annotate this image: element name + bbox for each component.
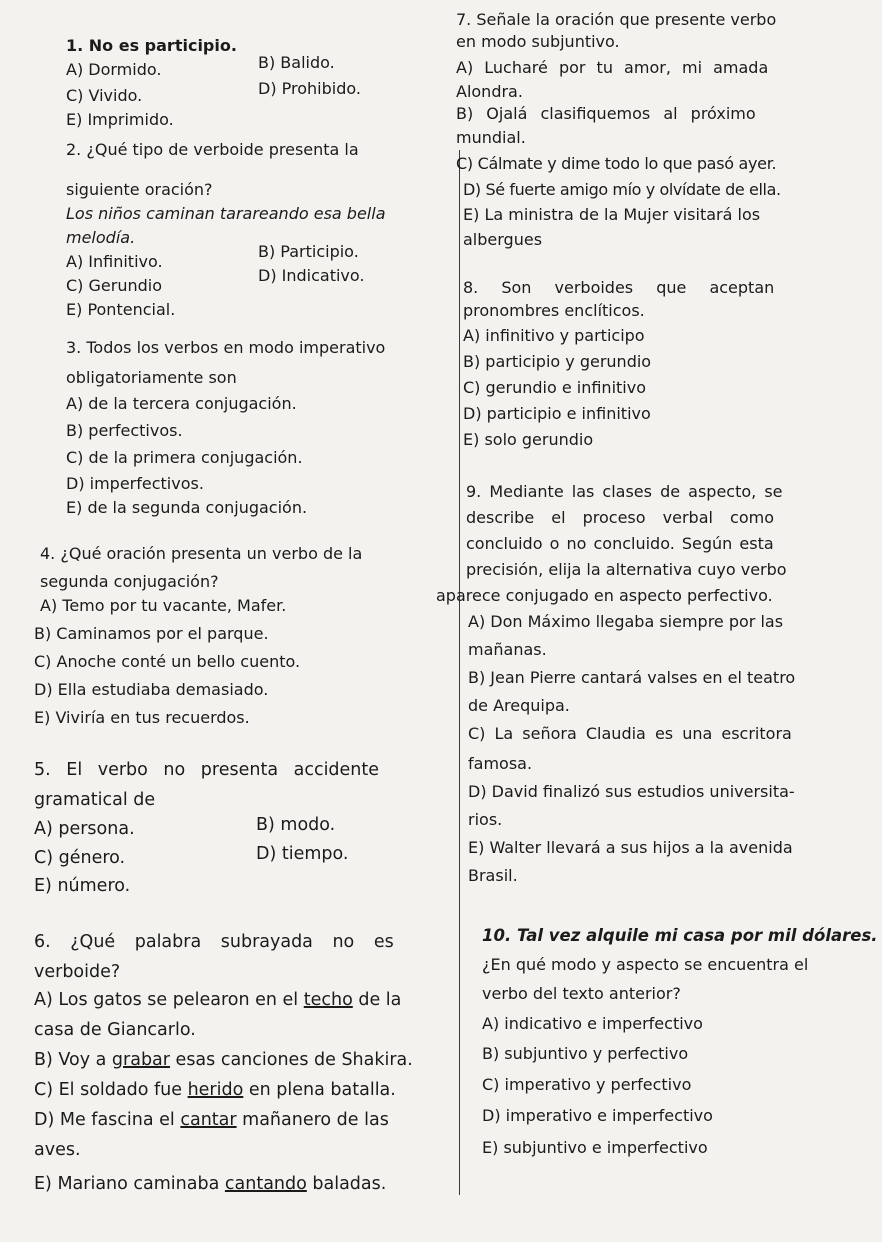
option-a-line2: Alondra. (456, 82, 523, 101)
question-5-stem-line2: gramatical de (34, 790, 156, 810)
question-4-stem: 4. ¿Qué oración presenta un verbo de la (40, 544, 363, 563)
question-5-stem: 5. El verbo no presenta accidente (34, 760, 380, 780)
option-b: B) Participio. (258, 242, 359, 261)
option-text: baladas. (306, 1174, 387, 1194)
column-divider (459, 150, 460, 1195)
question-8-stem: 8. Son verboides que aceptan (463, 278, 775, 297)
option-b: B) modo. (256, 815, 336, 835)
question-4-stem-line2: segunda conjugación? (40, 572, 219, 591)
option-c: C) Vivido. (66, 86, 143, 105)
option-c (34, 1082, 396, 1100)
option-d: D) Indicativo. (258, 266, 365, 285)
option-b: B) Balido. (258, 53, 335, 72)
question-3-stem-line2: obligatoriamente son (66, 368, 237, 387)
option-d (34, 1112, 389, 1130)
option-a: A) persona. (34, 819, 135, 839)
option-a: A) Lucharé por tu amor, mi amada (456, 58, 769, 77)
question-2-sentence-line2: melodía. (66, 228, 136, 247)
option-e: E) de la segunda conjugación. (66, 498, 308, 517)
option-d: D) Ella estudiaba demasiado. (34, 680, 269, 699)
underlined-word: cantando (224, 1174, 307, 1194)
option-e: E) Imprimido. (66, 110, 174, 129)
question-10-stem (482, 928, 878, 945)
option-d: D) imperfectivos. (66, 474, 204, 493)
option-b: B) subjuntivo y perfectivo (482, 1044, 689, 1063)
option-text: de la (352, 990, 402, 1010)
stem-text: 2. ¿Qué tipo de verboide presenta la (66, 140, 359, 159)
option-e-line2: albergues (463, 230, 543, 249)
question-2-stem-line2: siguiente oración? (66, 180, 213, 199)
option-c: C) Gerundio (66, 276, 162, 295)
option-text: A) Los gatos se pelearon en el (34, 990, 304, 1010)
option-c: C) gerundio e infinitivo (463, 378, 646, 397)
question-9-stem-line2: describe el proceso verbal como (466, 508, 774, 527)
question-6-stem: 6. ¿Qué palabra subrayada no es (34, 932, 394, 952)
question-9-stem: 9. Mediante las clases de aspecto, se (466, 482, 783, 501)
option-d: D) Prohibido. (258, 79, 361, 98)
stem-text: 10. Tal vez alquile mi casa por mil dólares. (482, 926, 878, 945)
question-1-stem: 1. No es participio. (66, 36, 237, 55)
option-c: C) género. (34, 848, 126, 868)
option-c: C) imperativo y perfectivo (482, 1075, 692, 1094)
option-e: E) Viviría en tus recuerdos. (34, 708, 250, 727)
question-10-stem-line2: ¿En qué modo y aspecto se encuentra el (482, 955, 809, 974)
option-d-line2: rios. (468, 810, 503, 829)
option-b: B) participio y gerundio (463, 352, 652, 371)
option-b: B) Jean Pierre cantará valses en el teatro (468, 668, 796, 687)
question-7-stem-line2: en modo subjuntivo. (456, 32, 620, 51)
option-text: B) Voy a (34, 1050, 112, 1070)
option-text: C) El soldado fue (34, 1080, 188, 1100)
option-b: B) Ojalá clasifiquemos al próximo (456, 104, 756, 123)
option-d: D) participio e infinitivo (463, 404, 651, 423)
option-b-line2: mundial. (456, 128, 526, 147)
question-9-stem-line4: precisión, elija la alternativa cuyo verbo (466, 560, 787, 579)
option-text: mañanero de las (236, 1110, 389, 1130)
question-10-stem-line3: verbo del texto anterior? (482, 984, 681, 1003)
underlined-word: techo (303, 990, 353, 1010)
question-8-stem-line2: pronombres enclíticos. (463, 301, 645, 320)
option-d: D) tiempo. (256, 844, 349, 864)
option-text: esas canciones de Shakira. (169, 1050, 413, 1070)
option-text: en plena batalla. (243, 1080, 396, 1100)
underlined-word: herido (187, 1080, 244, 1100)
option-a: A) Infinitivo. (66, 252, 163, 271)
option-e-line2: Brasil. (468, 866, 518, 885)
option-b (34, 1052, 413, 1070)
option-b: B) perfectivos. (66, 421, 183, 440)
question-2-stem (66, 142, 418, 158)
question-3-stem: 3. Todos los verbos en modo imperativo (66, 338, 386, 357)
option-a-line2: mañanas. (468, 640, 547, 659)
question-9-stem-line5: aparece conjugado en aspecto perfectivo. (436, 586, 773, 605)
option-b: B) Caminamos por el parque. (34, 624, 269, 643)
option-e: E) Walter llevará a sus hijos a la avenida (468, 838, 793, 857)
option-a: A) de la tercera conjugación. (66, 394, 297, 413)
option-a: A) infinitivo y participo (463, 326, 645, 345)
option-a (34, 992, 401, 1010)
option-e: E) La ministra de la Mujer visitará los (463, 205, 761, 224)
underlined-word: grabar (111, 1050, 170, 1070)
option-text: E) Mariano caminaba (34, 1174, 225, 1194)
option-e: E) número. (34, 876, 131, 896)
option-e: E) subjuntivo e imperfectivo (482, 1138, 708, 1157)
option-e: E) solo gerundio (463, 430, 594, 449)
question-6-stem-line2: verboide? (34, 962, 121, 982)
option-a: A) Don Máximo llegaba siempre por las (468, 612, 784, 631)
option-a-line2: casa de Giancarlo. (34, 1020, 196, 1040)
option-e: E) Pontencial. (66, 300, 176, 319)
option-a: A) indicativo e imperfectivo (482, 1014, 703, 1033)
option-c: C) Anoche conté un bello cuento. (34, 652, 301, 671)
question-9-stem-line3: concluido o no concluido. Según esta (466, 534, 774, 553)
underlined-word: cantar (180, 1110, 237, 1130)
option-c-line2: famosa. (468, 754, 533, 773)
question-7-stem: 7. Señale la oración que presente verbo (456, 10, 777, 29)
option-text: D) Me fascina el (34, 1110, 181, 1130)
option-a: A) Dormido. (66, 60, 162, 79)
option-b-line2: de Arequipa. (468, 696, 570, 715)
option-a: A) Temo por tu vacante, Mafer. (40, 596, 287, 615)
option-c: C) La señora Claudia es una escritora (468, 724, 792, 743)
option-d: D) David finalizó sus estudios universita- (468, 782, 795, 801)
option-d-line2: aves. (34, 1140, 81, 1160)
option-e (34, 1176, 386, 1194)
option-d: D) imperativo e imperfectivo (482, 1106, 713, 1125)
question-2-sentence: Los niños caminan tarareando esa bella (66, 204, 386, 223)
option-c: C) Cálmate y dime todo lo que pasó ayer. (456, 154, 777, 173)
option-d: D) Sé fuerte amigo mío y olvídate de ella. (463, 180, 781, 199)
option-c: C) de la primera conjugación. (66, 448, 303, 467)
